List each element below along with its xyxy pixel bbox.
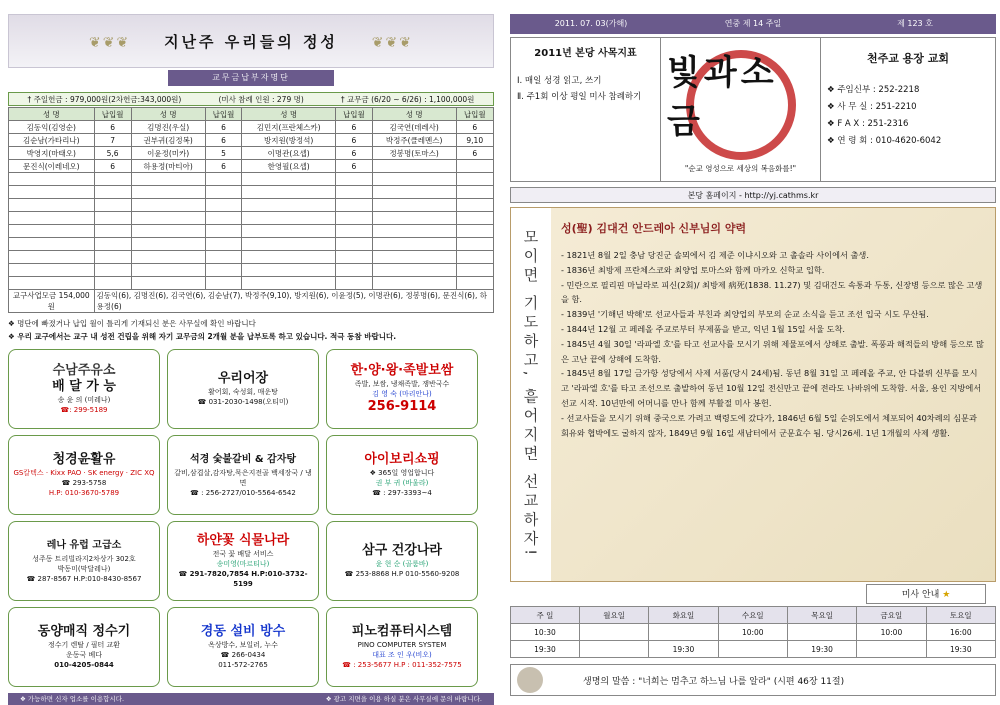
ad-name: 하얀꽃 식물나라 [196, 533, 290, 548]
goals-title: 2011년 본당 사목지표 [534, 48, 637, 59]
mission-row [9, 290, 494, 313]
cell: 6 [205, 121, 242, 134]
contact-line: ❖ 주임신부 : 252-2218 [827, 85, 920, 95]
ad-name: 경동 설비 방수 [200, 624, 286, 639]
cell: 6 [94, 160, 131, 173]
header-cell: 토요일 [926, 607, 995, 624]
cell: 문진식(이레네오) [9, 160, 95, 173]
ad-card[interactable] [167, 435, 319, 515]
cell: 19:30 [787, 641, 856, 658]
ad-line: 대표 조 인 우(비오) [372, 651, 432, 659]
cell: 19:30 [649, 641, 718, 658]
cell: 6 [205, 134, 242, 147]
logo [661, 38, 821, 181]
ad-sub: 갈비,삼겹살,감자탕,묵은지전골 백세장국 / 냉면 [174, 469, 312, 487]
word-text: 생명의 말씀 : "너희는 멈추고 하느님 나를 알라" (시편 46장 11절) [583, 676, 845, 687]
ad-sub: 족발, 보쌈, 냉채족발, 쟁반국수 [354, 380, 450, 388]
tithe-table [8, 107, 494, 313]
ad-name: 한·양·왕·족발보쌈 [350, 363, 454, 378]
cell: 6 [94, 121, 131, 134]
table-row [9, 186, 494, 199]
cell: 박영지(마태오) [9, 147, 95, 160]
cell: 김국연(데레사) [372, 121, 456, 134]
ad-card[interactable] [326, 521, 478, 601]
ad-card[interactable] [167, 607, 319, 687]
contact-box [821, 38, 995, 181]
star-icon: ★ [942, 590, 951, 600]
word-of-life [510, 664, 996, 696]
mass-title-text: 미사 안내 [901, 590, 940, 600]
jesus-portrait-icon [517, 667, 543, 693]
ad-sub: GS칼텍스 · Kixx PAO · SK energy · ZIC XQ [13, 469, 155, 477]
issue-bar [510, 14, 996, 34]
ad-card[interactable] [326, 435, 478, 515]
cell: 김민지(프란체스카) [242, 121, 336, 134]
article-para: - 1836년 최방제 프란체스코와 최양업 토마스와 함께 마카오 신학교 입학. [561, 264, 825, 275]
liturgical-week: 연중 제 14 주일 [724, 19, 782, 28]
cell [372, 160, 456, 173]
slogan: "순교 영성으로 세상의 복음화를!" [684, 164, 797, 173]
ad-name: 우리어장 [217, 371, 269, 386]
mass-title-wrap [510, 582, 996, 606]
ad-line: ☎ 293-5758 [61, 479, 107, 487]
ad-name: 아이보리쇼핑 [364, 452, 440, 467]
mass-title [866, 584, 986, 604]
cell: 19:30 [926, 641, 995, 658]
mission-names: 김동익(6), 김명진(6), 김국연(6), 김순남(7), 박정주(9,10), 방지원(6), 이윤정(5), 이명관(6), 정봉명(6), 문진식(6), 하용정(6) [94, 290, 493, 313]
attendance: (미사 참례 인원 : 279 명) [218, 94, 304, 104]
left-page [8, 14, 494, 703]
ad-name: 레나 유럽 고급소 [46, 540, 122, 551]
right-page [510, 14, 996, 694]
article-title: 성(聖) 김대건 안드레아 신부님의 약력 [561, 222, 747, 235]
cell: 이윤정(미카) [131, 147, 205, 160]
cell: 16:00 [926, 624, 995, 641]
header-cell: 납입월 [94, 108, 131, 121]
ad-line: 송미영(마르티나) [216, 560, 270, 568]
cell [649, 624, 718, 641]
ad-line: 송 윤 의 (미레나) [57, 396, 111, 404]
ad-sub: 옥상방수, 보일러, 누수 [208, 641, 278, 649]
header-cell: 성 명 [242, 108, 336, 121]
ad-line: ☎ : 256-2727/010-5564-6542 [190, 489, 296, 497]
ad-name: 삼구 건강나라 [362, 543, 442, 558]
ad-line: ☎ 291-7820,7854 H.P:010-3732-5199 [178, 570, 308, 588]
ad-sub: PINO COMPUTER SYSTEM [357, 641, 447, 649]
header-cell: 목요일 [787, 607, 856, 624]
contact-line: ❖ 사 무 실 : 251-2210 [827, 102, 917, 112]
ad-card[interactable] [8, 349, 160, 429]
footer-note: ❖ 광고 지면을 이용 하실 분은 사무실에 문의 바랍니다. [325, 695, 482, 703]
cell: 김동익(김영순) [9, 121, 95, 134]
ad-line: ☎ : 253-5677 H.P : 011-352-7575 [342, 661, 462, 669]
cell [579, 641, 648, 658]
ad-line: ☎ 287-8567 H.P:010-8430-8567 [26, 575, 142, 583]
ad-line: ☎: 299-5189 [60, 406, 108, 414]
left-banner [8, 14, 494, 68]
ad-line: 011-572-2765 [218, 661, 268, 669]
cell: 하용정(마티아) [131, 160, 205, 173]
cell [579, 624, 648, 641]
left-footer [8, 693, 494, 705]
header-cell: 성 명 [131, 108, 205, 121]
logo-text: 빛과소금 [667, 53, 778, 142]
article-para: - 선교사들을 모시기 위해 중국으로 가려고 백령도에 갔다가, 1846년 6월 5일 순위도에서 체포되어 40차례의 심문과 회유와 협박에도 굴하지 않자, 1849년 9월 16일 새남터에서 군문효수 됨. 당시26세. 1년 1개월의 사제 생활. [561, 412, 977, 438]
article-para: - 1845년 8월 17일 금가항 성당에서 사제 서품(당시 24세)됨. 동년 8월 31일 고 페레올 주교, 안 다블뤼 신부를 모시고 '라파엘 호'를 타고 조선으로 출발하여 동년 10월 12일 전신만고 끝에 전라도 나바위에 도착함. 서울, 용인 지방에서 선교 시작. 10년만에 어머니를 만나 함께 부활절 미사 봉헌. [561, 368, 982, 408]
table-row [9, 160, 494, 173]
table-row [9, 264, 494, 277]
ad-line: ☎ 253-8868 H.P 010-5560-9208 [344, 570, 460, 578]
cell: 6 [456, 147, 493, 160]
article [551, 208, 995, 581]
subtitle: 교무금납부자명단 [168, 70, 334, 86]
cell: 6 [335, 160, 372, 173]
note: ❖ 명단에 빠졌거나 납입 월이 틀리게 기재되신 분은 사무실에 확인 바랍니다 [8, 319, 256, 328]
cell: 10:00 [857, 624, 926, 641]
ad-grid [8, 349, 494, 687]
cell: 방지원(방정석) [242, 134, 336, 147]
ornament-icon: ❦❦❦ [89, 35, 131, 51]
header-cell: 납입월 [456, 108, 493, 121]
issue-date: 2011. 07. 03(가해) [554, 19, 628, 28]
cell: 6 [335, 121, 372, 134]
notes [8, 317, 494, 343]
cell: 이명관(요셉) [242, 147, 336, 160]
table-row [9, 199, 494, 212]
cell: 정봉명(토마스) [372, 147, 456, 160]
header-cell: 성 명 [9, 108, 95, 121]
mission-label: 교구사업모금 154,000원 [9, 290, 95, 313]
ad-line: 운동국 베다 [65, 651, 103, 659]
motto-text: 모이면 기도하고, 흩어지면 선교하자! [521, 229, 540, 560]
homepage-link[interactable]: 본당 홈페이지 - http://yj.cathms.kr [510, 187, 996, 203]
ad-sub: 전국 꽃 배달 서비스 [212, 550, 274, 558]
cell: 9,10 [456, 134, 493, 147]
mass-table [510, 606, 996, 658]
cell: 5 [205, 147, 242, 160]
ad-name: 청경윤활유 [52, 452, 116, 467]
ad-card[interactable] [167, 521, 319, 601]
table-row [9, 238, 494, 251]
ad-sub: 배 달 가 능 [52, 379, 116, 394]
cell [857, 641, 926, 658]
article-section [510, 207, 996, 582]
cell: 7 [94, 134, 131, 147]
cell: 한영필(요셉) [242, 160, 336, 173]
cell [718, 641, 787, 658]
ad-sub: ❖ 365일 영업합니다 [369, 469, 435, 477]
header-cell: 월요일 [579, 607, 648, 624]
cell [787, 624, 856, 641]
ad-name: 동양매직 정수기 [37, 624, 131, 639]
banner-title: 지난주 우리들의 정성 [164, 32, 338, 51]
vertical-motto [511, 208, 551, 581]
cell: 박정주(클레멘스) [372, 134, 456, 147]
cell: 김순남(가타리나) [9, 134, 95, 147]
ad-line: H.P: 010-3670-5789 [48, 489, 120, 497]
header-cell: 수요일 [718, 607, 787, 624]
article-para: - 민란으로 필리핀 마닐라로 피신(2회)/ 최방제 病死(1838. 11.27) 및 김대건도 속통과 두통, 신장병 등으로 많은 고생을 함. [561, 279, 983, 305]
table-row [9, 225, 494, 238]
table-row [511, 624, 996, 641]
table-row [9, 173, 494, 186]
church-name: 천주교 용장 교회 [866, 52, 950, 65]
cell [456, 160, 493, 173]
ad-card[interactable] [8, 435, 160, 515]
ad-line: 박동미(막달레나) [57, 565, 111, 573]
sunday-offering: † 주일헌금 : 979,000원(2차헌금:343,000원) [27, 94, 182, 104]
ad-name: 피노컴퓨터시스템 [351, 624, 453, 639]
ad-card[interactable] [8, 521, 160, 601]
note: ❖ 우리 교구에서는 교구 내 성전 건립을 위해 자기 교무금의 2개월 분을 납부토록 하고 있습니다. 적극 동참 바랍니다. [8, 332, 397, 341]
ad-card[interactable] [326, 349, 478, 429]
ad-line: 256-9114 [367, 399, 437, 414]
ad-card[interactable] [8, 607, 160, 687]
table-row [9, 147, 494, 160]
ornament-icon: ❦❦❦ [371, 35, 413, 51]
ad-line: 김 영 숙 (마리안나) [372, 390, 432, 398]
header-cell: 성 명 [372, 108, 456, 121]
table-row [9, 212, 494, 225]
cell: 19:30 [511, 641, 580, 658]
ad-card[interactable] [326, 607, 478, 687]
contact-line: ❖ F A X : 251-2316 [827, 119, 909, 129]
ad-card[interactable] [167, 349, 319, 429]
tithe-total: † 교무금 (6/20 ~ 6/26) : 1,100,000원 [340, 94, 475, 104]
ad-line: 010-4205-0844 [54, 661, 114, 669]
table-row [9, 134, 494, 147]
table-row [9, 121, 494, 134]
header-cell: 금요일 [857, 607, 926, 624]
cell: 6 [205, 160, 242, 173]
ad-name: 석경 숯불갈비 & 감자탕 [189, 454, 297, 465]
article-para: - 1821년 8월 2일 충남 당진군 솔뫼에서 김 제준 이냐시오와 고 촐솔라 사이에서 출생. [561, 250, 869, 260]
ad-line: 권 부 귀 (바울라) [375, 479, 429, 487]
article-para: - 1845년 4월 30일 '라파엘 호'를 타고 선교사를 모시기 위해 제물포에서 상해로 출발. 폭풍과 해적들의 방해 등으로 많은 고난 끝에 상해에 도착함. [561, 338, 984, 364]
header-cell: 화요일 [649, 607, 718, 624]
cell: 10:00 [718, 624, 787, 641]
ad-sub: 성주동 트리빌라지2차상가 302호 [32, 555, 136, 563]
article-para: - 1844년 12월 고 페레올 주교로부터 부제품을 받고, 익년 1월 15일 서울 도착. [561, 323, 846, 334]
header-cell: 납입월 [205, 108, 242, 121]
ad-line: 윤 현 순 (골룸바) [375, 560, 429, 568]
table-row [511, 641, 996, 658]
goal-item: Ⅰ. 매일 성경 읽고, 쓰기 [517, 76, 602, 86]
cell: 6 [335, 134, 372, 147]
ad-line: ☎ 031-2030-1498(오티미) [197, 398, 289, 406]
cell: 6 [335, 147, 372, 160]
goals-box [511, 38, 661, 181]
footer-note: ❖ 가능하면 신자 업소를 이용합시다. [20, 695, 125, 703]
contact-line: ❖ 연 령 회 : 010-4620-6042 [827, 136, 942, 146]
cell: 권부귀(김정복) [131, 134, 205, 147]
table-row [9, 277, 494, 290]
cell: 6 [456, 121, 493, 134]
cell: 5,6 [94, 147, 131, 160]
cell: 10:30 [511, 624, 580, 641]
header-cell: 주 일 [511, 607, 580, 624]
article-para: - 1839년 '기해년 박해'로 선교사들과 부친과 최양업의 부모의 순교 소식을 듣고 조선 입국 시도 무산됨. [561, 309, 929, 320]
header-cell: 납입월 [335, 108, 372, 121]
table-row [9, 251, 494, 264]
issue-number: 제 123 호 [897, 19, 933, 28]
masthead [510, 37, 996, 182]
ad-line: 활어회, 숙성회, 매운탕 [208, 388, 278, 396]
goal-item: Ⅱ. 주1회 이상 평일 미사 참례하기 [517, 92, 642, 102]
cell: 김명진(우실) [131, 121, 205, 134]
ad-name: 수남주유소 [52, 363, 116, 378]
summary-bar [8, 92, 494, 106]
ad-line: ☎ : 297-3393~4 [372, 489, 432, 497]
ad-sub: 정수기 렌탈 / 필터 교환 [47, 641, 121, 649]
ad-line: ☎ 266-0434 [220, 651, 266, 659]
